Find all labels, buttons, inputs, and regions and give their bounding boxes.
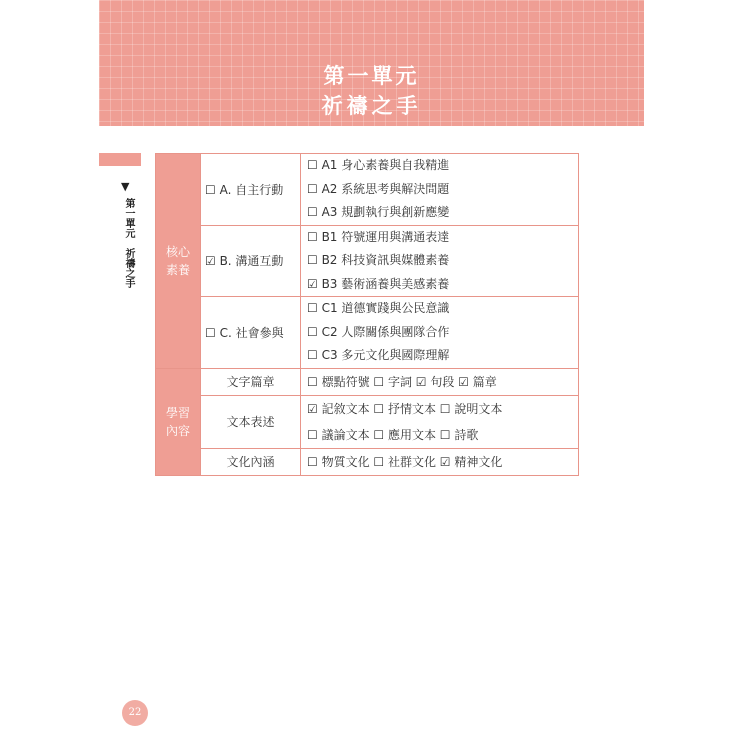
list-item: ☐ 議論文本 ☐ 應用文本 ☐ 詩歌 — [307, 427, 479, 442]
group-name: ☐ A. 自主行動 — [201, 154, 301, 226]
unit-banner — [99, 0, 644, 126]
list-item: ☐ A1 身心素養與自我精進 — [307, 158, 450, 172]
group-name: ☐ C. 社會參與 — [201, 297, 301, 369]
list-item: ☑ 記敘文本 ☐ 抒情文本 ☐ 說明文本 — [307, 401, 503, 416]
group-items — [301, 297, 579, 369]
content-row-items — [301, 395, 579, 448]
group-items — [301, 225, 579, 297]
content-row-name: 文本表述 — [201, 395, 301, 448]
list-item: ☐ A2 系統思考與解決問題 — [307, 181, 450, 196]
content-row-name: 文字篇章 — [201, 368, 301, 395]
triangle-down-icon: ▼ — [121, 180, 130, 193]
group-name: ☑ B. 溝通互動 — [201, 225, 301, 297]
lesson-title: 祈禱之手 — [321, 94, 422, 118]
core-label-cell — [156, 154, 201, 369]
list-item: ☐ 標點符號 ☐ 字詞 ☑ 句段 ☑ 篇章 — [307, 374, 497, 389]
content-label-line2: 內容 — [165, 423, 190, 438]
side-running-title: 第一單元 祈禱之手 — [123, 198, 134, 288]
group-items — [301, 154, 579, 226]
list-item: ☐ 物質文化 ☐ 社群文化 ☑ 精神文化 — [307, 454, 503, 469]
table-row — [156, 154, 579, 226]
content-row-name: 文化內涵 — [201, 448, 301, 475]
side-tab — [99, 153, 141, 166]
list-item: ☑ B3 藝術涵養與美感素養 — [307, 276, 450, 291]
page-number: 22 — [122, 700, 148, 726]
list-item: ☐ C3 多元文化與國際理解 — [307, 348, 450, 362]
content-label-line1: 學習 — [165, 405, 190, 420]
content-label-cell — [156, 368, 201, 475]
unit-title: 第一單元 — [323, 64, 420, 88]
content-row-items — [301, 448, 579, 475]
list-item: ☐ B1 符號運用與溝通表達 — [307, 229, 450, 244]
list-item: ☐ B2 科技資訊與媒體素養 — [307, 253, 450, 267]
table-row — [156, 225, 579, 297]
table-row — [156, 368, 579, 395]
table-row — [156, 297, 579, 369]
core-label-line2: 素養 — [165, 262, 190, 277]
competency-table — [155, 153, 579, 476]
list-item: ☐ A3 規劃執行與創新應變 — [307, 205, 450, 219]
list-item: ☐ C1 道德實踐與公民意識 — [307, 301, 450, 315]
table-row — [156, 448, 579, 475]
core-label-line1: 核心 — [165, 244, 190, 259]
content-row-items — [301, 368, 579, 395]
table-row — [156, 395, 579, 448]
list-item: ☐ C2 人際關係與團隊合作 — [307, 324, 450, 339]
